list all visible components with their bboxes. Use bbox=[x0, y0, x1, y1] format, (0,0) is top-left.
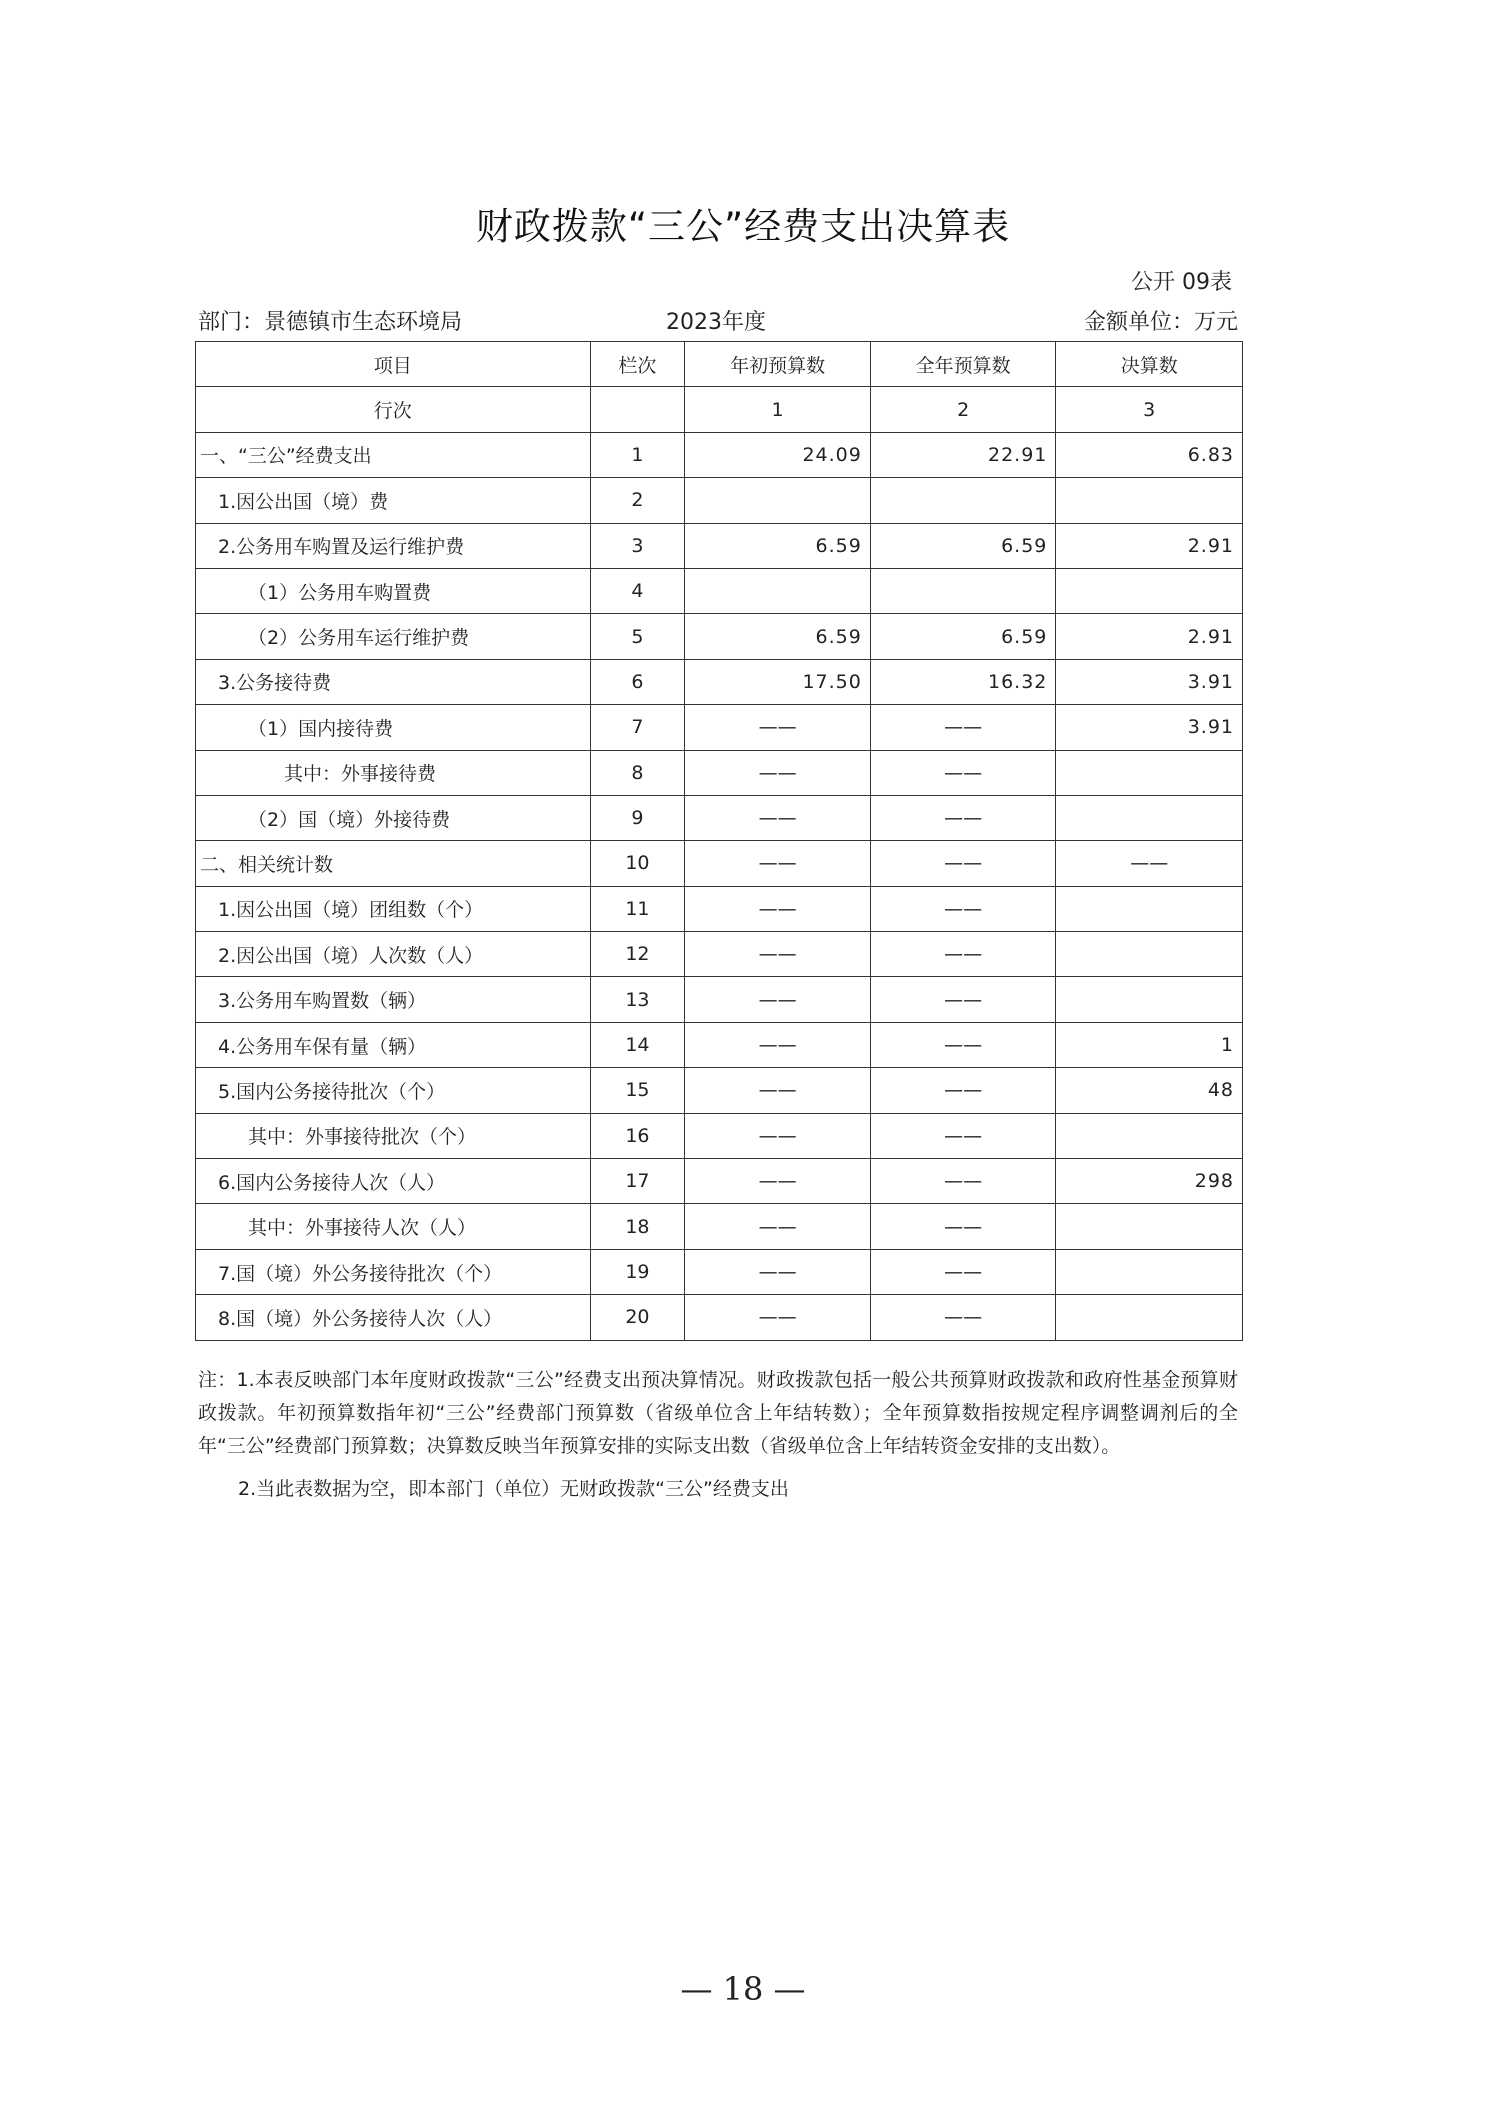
row-initial-budget: —— bbox=[685, 932, 871, 977]
row-item: 1.因公出国（境）费 bbox=[196, 478, 591, 523]
row-item: 二、相关统计数 bbox=[196, 841, 591, 886]
row-initial-budget: —— bbox=[685, 841, 871, 886]
row-initial-budget: 17.50 bbox=[685, 659, 871, 704]
table-row bbox=[196, 568, 1243, 613]
table-row bbox=[196, 1295, 1243, 1340]
row-item: 其中：外事接待人次（人） bbox=[196, 1204, 591, 1249]
row-line-no: 14 bbox=[590, 1022, 685, 1067]
row-initial-budget bbox=[685, 478, 871, 523]
note-1: 注：1.本表反映部门本年度财政拨款“三公”经费支出预决算情况。财政拨款包括一般公共预算财政拨款和政府性基金预算财政拨款。年初预算数指年初“三公”经费部门预算数（省级单位含上年结转数）；全年预算数指按规定程序调整调剂后的全年“三公”经费部门预算数；决算数反映当年预算安排的实际支出数（省级单位含上年结转资金安排的支出数）。 bbox=[198, 1369, 1238, 1457]
row-final-account bbox=[1056, 932, 1243, 977]
fiscal-year: 2023年度 bbox=[666, 310, 766, 335]
row-line-no: 13 bbox=[590, 977, 685, 1022]
row-final-account bbox=[1056, 1295, 1243, 1340]
amount-unit: 金额单位：万元 bbox=[1083, 310, 1238, 335]
index-2: 2 bbox=[870, 387, 1056, 432]
row-final-account: 3.91 bbox=[1056, 659, 1243, 704]
row-initial-budget: 24.09 bbox=[685, 432, 871, 477]
form-number: 公开 09表 bbox=[1131, 270, 1232, 295]
header-initial-budget: 年初预算数 bbox=[685, 342, 871, 387]
row-final-account bbox=[1056, 1249, 1243, 1294]
department-label: 部门：景德镇市生态环境局 bbox=[198, 310, 463, 335]
row-item: 2.因公出国（境）人次数（人） bbox=[196, 932, 591, 977]
row-line-no: 18 bbox=[590, 1204, 685, 1249]
page-title: 财政拨款“三公”经费支出决算表 bbox=[475, 205, 1011, 248]
row-initial-budget: —— bbox=[685, 977, 871, 1022]
row-item: 8.国（境）外公务接待人次（人） bbox=[196, 1295, 591, 1340]
row-line-no: 16 bbox=[590, 1113, 685, 1158]
row-item: （2）国（境）外接待费 bbox=[196, 795, 591, 840]
row-final-account: 48 bbox=[1056, 1068, 1243, 1113]
table-row bbox=[196, 478, 1243, 523]
row-item: 2.公务用车购置及运行维护费 bbox=[196, 523, 591, 568]
table-row bbox=[196, 1249, 1243, 1294]
table-row bbox=[196, 977, 1243, 1022]
index-3: 3 bbox=[1056, 387, 1243, 432]
row-final-account bbox=[1056, 568, 1243, 613]
table-row bbox=[196, 432, 1243, 477]
table-row bbox=[196, 1204, 1243, 1249]
row-initial-budget: —— bbox=[685, 1295, 871, 1340]
table-row bbox=[196, 705, 1243, 750]
row-item: 4.公务用车保有量（辆） bbox=[196, 1022, 591, 1067]
row-final-account: 2.91 bbox=[1056, 523, 1243, 568]
row-item: 一、“三公”经费支出 bbox=[196, 432, 591, 477]
row-final-account: —— bbox=[1056, 841, 1243, 886]
row-full-year-budget: —— bbox=[870, 1113, 1056, 1158]
row-full-year-budget bbox=[870, 568, 1056, 613]
table-row bbox=[196, 841, 1243, 886]
row-final-account bbox=[1056, 1113, 1243, 1158]
row-line-no: 2 bbox=[590, 478, 685, 523]
row-item: 7.国（境）外公务接待批次（个） bbox=[196, 1249, 591, 1294]
row-initial-budget: —— bbox=[685, 886, 871, 931]
table-row bbox=[196, 1113, 1243, 1158]
row-line-no: 12 bbox=[590, 932, 685, 977]
row-item: 3.公务接待费 bbox=[196, 659, 591, 704]
row-full-year-budget: —— bbox=[870, 841, 1056, 886]
row-initial-budget: —— bbox=[685, 750, 871, 795]
table-header-row bbox=[196, 342, 1243, 387]
note-2: 2.当此表数据为空，即本部门（单位）无财政拨款“三公”经费支出 bbox=[238, 1478, 789, 1500]
notes bbox=[198, 1364, 1238, 1506]
row-final-account: 1 bbox=[1056, 1022, 1243, 1067]
row-item: （1）国内接待费 bbox=[196, 705, 591, 750]
row-final-account: 2.91 bbox=[1056, 614, 1243, 659]
table-row bbox=[196, 932, 1243, 977]
row-item: 其中：外事接待批次（个） bbox=[196, 1113, 591, 1158]
row-initial-budget: —— bbox=[685, 1022, 871, 1067]
row-final-account bbox=[1056, 886, 1243, 931]
row-full-year-budget: —— bbox=[870, 932, 1056, 977]
row-line-no: 8 bbox=[590, 750, 685, 795]
row-final-account bbox=[1056, 977, 1243, 1022]
row-final-account bbox=[1056, 478, 1243, 523]
row-initial-budget: —— bbox=[685, 1068, 871, 1113]
row-initial-budget: —— bbox=[685, 705, 871, 750]
row-item: 5.国内公务接待批次（个） bbox=[196, 1068, 591, 1113]
row-initial-budget: —— bbox=[685, 1249, 871, 1294]
row-full-year-budget: 6.59 bbox=[870, 523, 1056, 568]
row-line-no: 5 bbox=[590, 614, 685, 659]
row-line-no: 3 bbox=[590, 523, 685, 568]
row-initial-budget: —— bbox=[685, 795, 871, 840]
row-line-no: 19 bbox=[590, 1249, 685, 1294]
meta-line bbox=[198, 305, 1238, 335]
row-item: （1）公务用车购置费 bbox=[196, 568, 591, 613]
row-full-year-budget: —— bbox=[870, 886, 1056, 931]
table-row bbox=[196, 1022, 1243, 1067]
column-index-row bbox=[196, 387, 1243, 432]
row-initial-budget bbox=[685, 568, 871, 613]
row-initial-budget: —— bbox=[685, 1113, 871, 1158]
table-row bbox=[196, 659, 1243, 704]
index-1: 1 bbox=[685, 387, 871, 432]
row-line-no: 17 bbox=[590, 1159, 685, 1204]
row-line-no: 6 bbox=[590, 659, 685, 704]
table-row bbox=[196, 886, 1243, 931]
row-final-account bbox=[1056, 750, 1243, 795]
row-full-year-budget: —— bbox=[870, 1159, 1056, 1204]
row-item: 1.因公出国（境）团组数（个） bbox=[196, 886, 591, 931]
table-row bbox=[196, 1159, 1243, 1204]
header-final-account: 决算数 bbox=[1056, 342, 1243, 387]
row-final-account: 298 bbox=[1056, 1159, 1243, 1204]
row-line-no: 15 bbox=[590, 1068, 685, 1113]
row-line-no: 7 bbox=[590, 705, 685, 750]
row-full-year-budget: 22.91 bbox=[870, 432, 1056, 477]
header-full-year-budget: 全年预算数 bbox=[870, 342, 1056, 387]
row-full-year-budget: 6.59 bbox=[870, 614, 1056, 659]
row-line-no: 10 bbox=[590, 841, 685, 886]
table-row bbox=[196, 523, 1243, 568]
header-line: 栏次 bbox=[590, 342, 685, 387]
expenditure-table bbox=[195, 341, 1243, 1341]
row-full-year-budget: —— bbox=[870, 1249, 1056, 1294]
row-full-year-budget: —— bbox=[870, 750, 1056, 795]
row-final-account: 3.91 bbox=[1056, 705, 1243, 750]
row-full-year-budget: —— bbox=[870, 1295, 1056, 1340]
row-initial-budget: —— bbox=[685, 1204, 871, 1249]
row-final-account bbox=[1056, 1204, 1243, 1249]
row-full-year-budget: —— bbox=[870, 705, 1056, 750]
row-initial-budget: 6.59 bbox=[685, 523, 871, 568]
row-full-year-budget: 16.32 bbox=[870, 659, 1056, 704]
page-number: — 18 — bbox=[680, 1970, 806, 2008]
row-initial-budget: —— bbox=[685, 1159, 871, 1204]
row-final-account bbox=[1056, 795, 1243, 840]
row-item: （2）公务用车运行维护费 bbox=[196, 614, 591, 659]
row-full-year-budget: —— bbox=[870, 977, 1056, 1022]
row-full-year-budget: —— bbox=[870, 1068, 1056, 1113]
row-item: 其中：外事接待费 bbox=[196, 750, 591, 795]
row-final-account: 6.83 bbox=[1056, 432, 1243, 477]
table-row bbox=[196, 750, 1243, 795]
row-full-year-budget: —— bbox=[870, 1022, 1056, 1067]
table-row bbox=[196, 1068, 1243, 1113]
index-label: 行次 bbox=[196, 387, 591, 432]
row-line-no: 20 bbox=[590, 1295, 685, 1340]
header-item: 项目 bbox=[196, 342, 591, 387]
table-row bbox=[196, 795, 1243, 840]
row-item: 6.国内公务接待人次（人） bbox=[196, 1159, 591, 1204]
row-full-year-budget: —— bbox=[870, 795, 1056, 840]
row-initial-budget: 6.59 bbox=[685, 614, 871, 659]
row-line-no: 9 bbox=[590, 795, 685, 840]
row-full-year-budget bbox=[870, 478, 1056, 523]
index-line bbox=[590, 387, 685, 432]
row-line-no: 4 bbox=[590, 568, 685, 613]
row-full-year-budget: —— bbox=[870, 1204, 1056, 1249]
row-line-no: 11 bbox=[590, 886, 685, 931]
row-item: 3.公务用车购置数（辆） bbox=[196, 977, 591, 1022]
table-row bbox=[196, 614, 1243, 659]
row-line-no: 1 bbox=[590, 432, 685, 477]
